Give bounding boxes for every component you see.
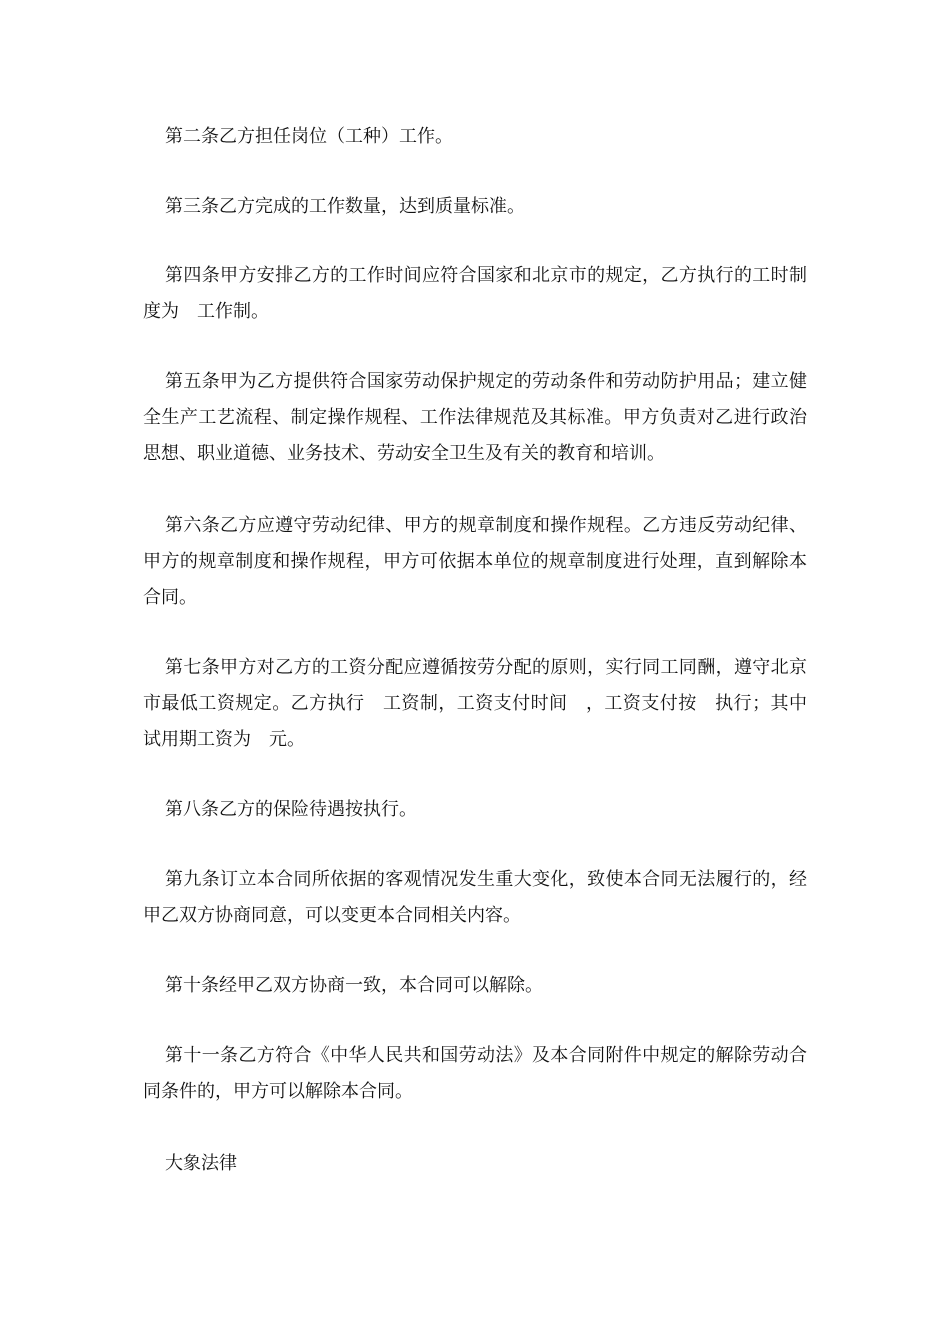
article-4-paragraph: 第四条甲方安排乙方的工作时间应符合国家和北京市的规定，乙方执行的工时制度为 工作制。 bbox=[143, 265, 807, 322]
article-2-paragraph: 第二条乙方担任岗位（工种）工作。 bbox=[165, 126, 453, 147]
article-10-paragraph: 第十条经甲乙双方协商一致，本合同可以解除。 bbox=[165, 975, 543, 996]
footer-text: 大象法律 bbox=[165, 1153, 237, 1174]
article-5-paragraph: 第五条甲为乙方提供符合国家劳动保护规定的劳动条件和劳动防护用品；建立健全生产工艺流程、制定操作规程、工作法律规范及其标准。甲方负责对乙进行政治思想、职业道德、业务技术、劳动安全卫生及有关的教育和培训。 bbox=[143, 371, 807, 464]
article-3-paragraph: 第三条乙方完成的工作数量，达到质量标准。 bbox=[165, 196, 525, 217]
article-8-paragraph: 第八条乙方的保险待遇按执行。 bbox=[165, 799, 417, 820]
article-6-paragraph: 第六条乙方应遵守劳动纪律、甲方的规章制度和操作规程。乙方违反劳动纪律、甲方的规章制度和操作规程，甲方可依据本单位的规章制度进行处理，直到解除本合同。 bbox=[143, 515, 807, 608]
article-9-paragraph: 第九条订立本合同所依据的客观情况发生重大变化，致使本合同无法履行的，经甲乙双方协商同意，可以变更本合同相关内容。 bbox=[143, 869, 807, 926]
article-11-paragraph: 第十一条乙方符合《中华人民共和国劳动法》及本合同附件中规定的解除劳动合同条件的，甲方可以解除本合同。 bbox=[143, 1045, 807, 1102]
article-7-paragraph: 第七条甲方对乙方的工资分配应遵循按劳分配的原则，实行同工同酬，遵守北京市最低工资规定。乙方执行 工资制，工资支付时间 ，工资支付按 执行；其中试用期工资为 元。 bbox=[143, 657, 807, 750]
